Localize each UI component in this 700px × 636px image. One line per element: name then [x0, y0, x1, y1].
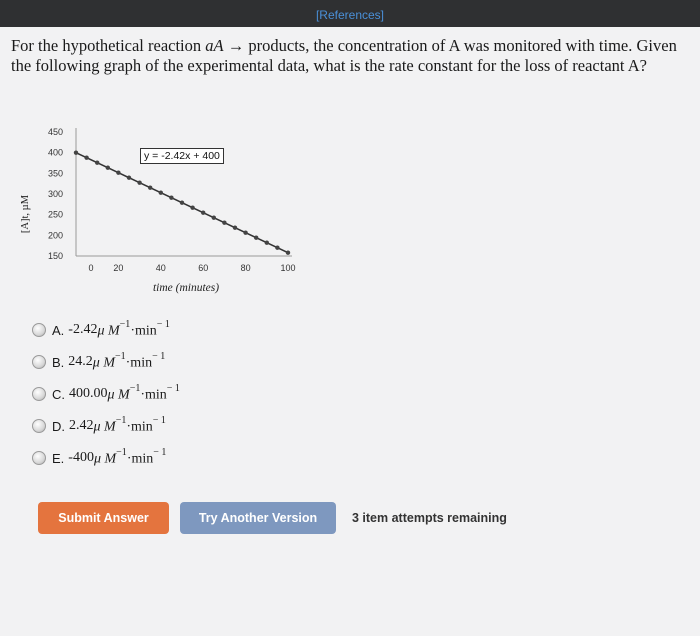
- option-d[interactable]: [32, 410, 332, 442]
- question-part-2: → products, the concentration of A was monitored with time. Given the following graph of the experimental data, what is the rate constant for the loss of reactant A?: [11, 36, 677, 75]
- unit-molar: M: [118, 387, 130, 403]
- data-point: [95, 160, 99, 164]
- option-b[interactable]: [32, 346, 332, 378]
- data-point: [84, 155, 88, 159]
- unit-exponent: −1: [116, 446, 127, 458]
- data-point: [222, 220, 226, 224]
- data-point: [127, 175, 131, 179]
- option-c[interactable]: [32, 378, 332, 410]
- y-tick-label: 200: [47, 230, 63, 241]
- radio-d[interactable]: [32, 419, 46, 433]
- data-point: [254, 235, 258, 239]
- data-point: [243, 230, 247, 234]
- unit-molar: M: [104, 419, 116, 435]
- unit-min: ·min: [126, 451, 154, 467]
- x-tick-label: 0: [88, 263, 94, 273]
- unit-molar: M: [103, 355, 115, 371]
- option-unit: [107, 382, 180, 404]
- option-unit: [92, 350, 166, 372]
- x-tick-label: 20: [113, 263, 124, 273]
- unit-min: ·min: [140, 387, 167, 403]
- unit-exponent: −1: [129, 382, 141, 394]
- unit-exponent: −1: [115, 414, 127, 426]
- option-unit: [93, 446, 167, 468]
- x-tick-label: 80: [240, 263, 251, 273]
- unit-exponent: − 1: [152, 414, 166, 426]
- unit-min: ·min: [125, 355, 153, 371]
- x-axis-label: time (minutes): [152, 282, 220, 294]
- option-letter: B.: [52, 354, 65, 370]
- references-link[interactable]: [References]: [315, 8, 385, 22]
- data-point: [159, 190, 163, 194]
- answer-options: [32, 314, 332, 474]
- option-letter: A.: [52, 322, 65, 338]
- option-value: -400: [68, 450, 94, 465]
- option-unit: [93, 414, 166, 436]
- unit-min: ·min: [130, 323, 157, 339]
- data-point: [233, 225, 237, 229]
- unit-mu: μ: [93, 419, 105, 435]
- y-axis-label: [A]t, µM: [20, 194, 31, 234]
- submit-answer-button[interactable]: Submit Answer: [38, 502, 169, 534]
- x-tick-label: 100: [280, 263, 296, 273]
- attempts-remaining: 3 item attempts remaining: [352, 511, 507, 525]
- y-tick-label: 150: [47, 251, 63, 261]
- unit-mu: μ: [92, 355, 104, 371]
- trendline-equation: y = -2.42x + 400: [140, 148, 224, 164]
- option-value: 2.42: [69, 418, 94, 433]
- question-part-1: For the hypothetical reaction: [11, 36, 206, 55]
- radio-a[interactable]: [32, 323, 46, 337]
- unit-exponent: −1: [119, 318, 131, 330]
- option-a[interactable]: [32, 314, 332, 346]
- data-point: [190, 205, 194, 209]
- option-value: -2.42: [68, 322, 98, 337]
- x-tick-label: 40: [155, 263, 166, 273]
- option-letter: E.: [52, 450, 65, 466]
- option-letter: C.: [52, 386, 65, 402]
- unit-exponent: − 1: [166, 382, 180, 394]
- concentration-chart: [0, 120, 320, 310]
- data-point: [180, 200, 184, 204]
- question-text: [11, 36, 681, 76]
- unit-exponent: − 1: [153, 446, 167, 458]
- data-point: [201, 210, 205, 214]
- unit-exponent: −1: [115, 350, 126, 362]
- data-point: [275, 245, 279, 249]
- radio-e[interactable]: [32, 451, 46, 465]
- unit-mu: μ: [107, 387, 119, 403]
- option-unit: [97, 318, 170, 340]
- unit-mu: μ: [97, 323, 108, 339]
- option-value: 24.2: [68, 354, 93, 369]
- unit-min: ·min: [126, 419, 153, 435]
- data-point: [106, 165, 110, 169]
- data-point: [212, 215, 216, 219]
- radio-b[interactable]: [32, 355, 46, 369]
- data-point: [169, 195, 173, 199]
- unit-exponent: − 1: [152, 350, 166, 362]
- try-another-version-button[interactable]: Try Another Version: [180, 502, 336, 534]
- y-tick-label: 400: [47, 147, 63, 158]
- unit-mu: μ: [93, 451, 105, 467]
- data-point: [286, 250, 290, 254]
- x-tick-label: 60: [198, 263, 209, 273]
- data-point: [148, 185, 152, 189]
- data-point: [265, 240, 269, 244]
- option-e[interactable]: [32, 442, 332, 474]
- reactant-term: aA: [205, 36, 224, 55]
- unit-molar: M: [104, 451, 117, 467]
- data-point: [116, 170, 120, 174]
- data-point: [137, 180, 141, 184]
- radio-c[interactable]: [32, 387, 46, 401]
- y-tick-label: 300: [47, 189, 63, 199]
- unit-molar: M: [108, 323, 120, 339]
- action-bar: [38, 502, 678, 536]
- y-tick-label: 250: [47, 209, 63, 220]
- option-letter: D.: [52, 418, 65, 434]
- data-point: [74, 150, 78, 154]
- option-value: 400.00: [69, 386, 108, 401]
- y-tick-label: 350: [47, 168, 63, 179]
- unit-exponent: − 1: [156, 318, 170, 330]
- y-tick-label: 450: [47, 127, 63, 137]
